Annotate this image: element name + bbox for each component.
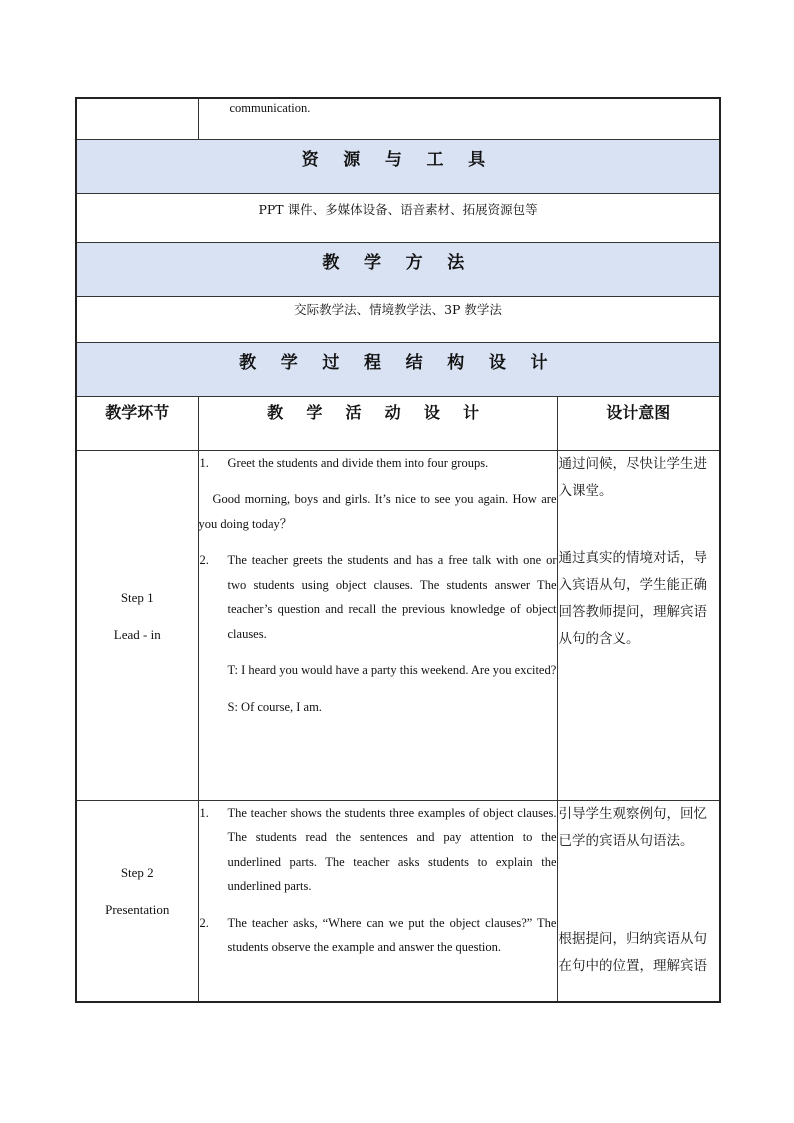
step2-sublabel: Presentation: [105, 901, 170, 917]
col-header-stage: 教学环节: [76, 396, 198, 450]
methods-heading: 教 学 方 法: [76, 242, 720, 296]
step1-item2: 2. The teacher greets the students and has a free talk with one or two students using object clauses. The students answer The teacher’s question and recall the previous knowledge of object clauses.: [199, 553, 557, 641]
step1-greeting: Good morning, boys and girls. It’s nice to see you again. How are you doing today？: [198, 492, 557, 531]
empty-label-cell: [76, 98, 198, 139]
step1-dialog-teacher: T: I heard you would have a party this weekend. Are you excited?: [227, 663, 557, 677]
col-header-activity: 教 学 活 动 设 计: [198, 396, 557, 450]
step1-item1-text: Greet the students and divide them into four groups.: [227, 455, 489, 470]
step2-activity-cell: [198, 800, 557, 1002]
process-heading: 教 学 过 程 结 构 设 计: [76, 342, 720, 396]
methods-text: 交际教学法、情境教学法、3P 教学法: [76, 296, 720, 342]
step2-intent-cell: [557, 800, 720, 1002]
step2-intent1: 引导学生观察例句，回忆已学的宾语从句语法。: [558, 805, 707, 849]
step2-item2: 2. The teacher asks, “Where can we put the object clauses?” The students observe the example and answer the question.: [199, 915, 557, 954]
step2-stage-cell: [76, 800, 198, 1002]
step1-stage-cell: [76, 450, 198, 800]
lesson-plan-table: [75, 97, 721, 1003]
resources-text: PPT 课件、多媒体设备、语音素材、拓展资源包等: [76, 193, 720, 242]
step1-label: Step 1: [120, 589, 154, 605]
objective-continuation-cell: [198, 98, 720, 139]
resources-heading: 资 源 与 工 具: [76, 139, 720, 193]
step1-dialog-student: S: Of course, I am.: [227, 699, 322, 714]
step2-item1: 1. The teacher shows the students three examples of object clauses. The students read the sentences and pay attention to the underlined parts. The teacher asks students to explain the underlined parts.: [199, 805, 557, 893]
step2-item1-text: The teacher shows the students three examples of object clauses. The students read the sentences and pay attention to the underlined parts. The teacher asks students to explain the underlined parts.: [227, 805, 557, 893]
step1-intent1: 通过问候，尽快让学生进入课堂。: [558, 455, 707, 499]
col-header-intent: 设计意图: [557, 396, 720, 450]
step2-label: Step 2: [120, 864, 154, 880]
step2-item2-text: The teacher asks, “Where can we put the object clauses?” The students observe the example and answer the question.: [227, 915, 557, 954]
objective-continuation-text: communication.: [229, 101, 311, 115]
step1-intent2: 通过真实的情境对话，导入宾语从句，学生能正确回答教师提问，理解宾语从句的含义。: [558, 549, 707, 647]
step1-item1: 1. Greet the students and divide them into four groups.: [199, 455, 489, 470]
step2-intent2: 根据提问，归纳宾语从句在句中的位置，理解宾语: [558, 930, 707, 974]
step1-sublabel: Lead - in: [113, 626, 161, 642]
step1-intent-cell: [557, 450, 720, 800]
step1-item2-text: The teacher greets the students and has a free talk with one or two students using object clauses. The students answer The teacher’s question and recall the previous knowledge of object clauses.: [227, 553, 557, 641]
step1-activity-cell: [198, 450, 557, 800]
